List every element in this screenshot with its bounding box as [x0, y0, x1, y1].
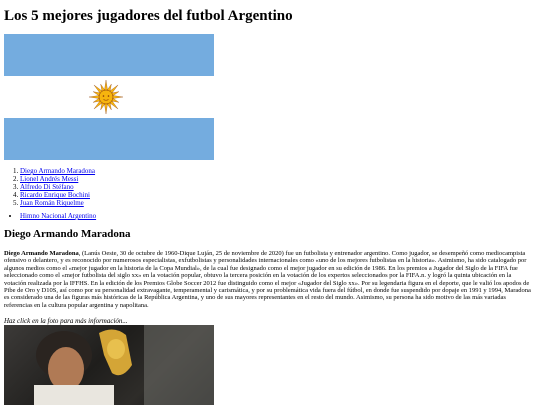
photo-caption: Haz click en la foto para más información... [4, 317, 128, 325]
list-item [20, 175, 95, 183]
list-item [20, 167, 95, 175]
list-item [20, 212, 96, 220]
maradona-world-cup-photo-icon [4, 325, 214, 405]
player-link[interactable]: Ricardo Enrique Bochini [20, 191, 90, 199]
maradona-photo[interactable] [4, 325, 214, 405]
list-item [20, 191, 95, 199]
sun-ray [104, 104, 107, 114]
flag-top-band [4, 34, 214, 76]
list-item [20, 183, 95, 191]
sun-ray [113, 95, 123, 98]
player-link[interactable]: Lionel Andrés Messi [20, 175, 79, 183]
anthem-link[interactable]: Himno Nacional Argentino [20, 212, 97, 220]
players-list [4, 167, 95, 207]
player-link[interactable]: Juan Román Riquelme [20, 199, 84, 207]
bio-text: , (Lanús Oeste, 30 de octubre de 1960-Dique Luján, 25 de noviembre de 2020) fue un futbolista y entrenador argentino. Como jugador, se desempeñó como mediocampista ofensivo o delantero, y es reconocido por numerosos especialistas, exfutbolistas y personalidades internacionales como «uno de los mejores futbolistas en la historia». Asimismo, ha sido catalogado por algunos medios como el «mejor jugador en la historia de la Copa Mundial», de la cual fue designado como el mejor jugador en su edición de 1986. En los premios a Jugador del Siglo de la FIFA fue seleccionado como el «mejor futbolista del siglo xx» en la votación popular, obtuvo la tercera posición en la votación de los expertos seleccionados por la FIFA.n. y logró la quinta ubicación en la votación realizada por la IFFHS. En la edición de los Premios Globe Soccer 2012 fue distinguido como el mejor «Jugador del Siglo xx». Por su legendaria figura en el deporte, que le valió los apodos de Pibe de Oro y D10S, así como por su personalidad extravagante, temperamental y carismática, y por su problemática vida fuera del fútbol, en donde fue suspendido por dopaje en 1991 y 1994, Maradona es considerado una de las figuras más históricas de la República Argentina, y uno de sus mayores representantes en el resto del mundo. Asimismo, su persona ha sido motivo de las más variadas referencias en la cultura popular argentina y napolitana. [4, 250, 531, 309]
sun-ray [104, 80, 107, 90]
sun-of-may-icon [88, 79, 124, 115]
list-item [20, 199, 95, 207]
bio-paragraph [4, 250, 534, 309]
player-link[interactable]: Alfredo Di Stéfano [20, 183, 74, 191]
sun-ray [89, 95, 99, 98]
section-title: Diego Armando Maradona [4, 228, 131, 240]
player-link[interactable]: Diego Armando Maradona [20, 167, 96, 175]
anthem-list [4, 212, 96, 220]
flag-bottom-band [4, 118, 214, 160]
page-title: Los 5 mejores jugadores del futbol Argentino [4, 8, 293, 24]
bio-name: Diego Armando Maradona [4, 250, 79, 257]
